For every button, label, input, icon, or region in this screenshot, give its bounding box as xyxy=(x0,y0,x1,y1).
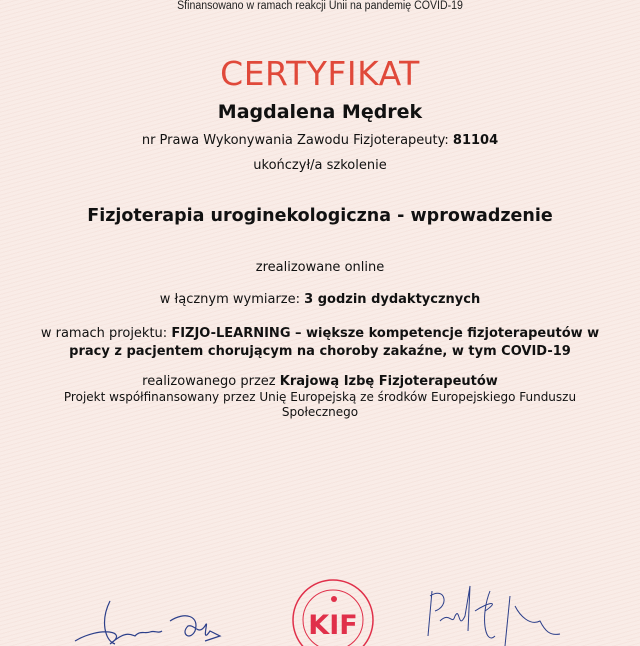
signature-left xyxy=(70,586,240,646)
seal-text: KIF xyxy=(308,610,358,641)
organizer-line xyxy=(0,374,640,389)
organizer-label: realizowanego przez xyxy=(142,374,276,389)
certificate-title: CERTYFIKAT xyxy=(220,54,420,93)
eu-funding-1: Projekt współfinansowany przez Unię Europejską ze środków Europejskiego Funduszu xyxy=(63,390,577,404)
license-number: 81104 xyxy=(452,133,499,148)
project-label: w ramach projektu: xyxy=(40,326,168,341)
duration-line xyxy=(0,292,640,307)
project-name-2: pracy z pacjentem chorującym na choroby zakaźne, w tym COVID-19 xyxy=(69,344,571,359)
mode-text: zrealizowane online xyxy=(255,260,385,275)
eu-funding-2: Społecznego xyxy=(281,405,359,419)
license-line xyxy=(0,133,640,148)
completed-text: ukończył/a szkolenie xyxy=(253,158,387,173)
license-label: nr Prawa Wykonywania Zawodu Fizjoterapeuty: xyxy=(141,133,449,148)
course-title: Fizjoterapia uroginekologiczna - wprowadzenie xyxy=(87,206,553,226)
organizer-name: Krajową Izbę Fizjoterapeutów xyxy=(279,374,498,389)
recipient-name: Magdalena Mędrek xyxy=(217,101,423,123)
duration-value: 3 godzin dydaktycznych xyxy=(304,292,481,307)
project-line xyxy=(0,325,640,361)
duration-label: w łącznym wymiarze: xyxy=(159,292,301,307)
funding-note: Sfinansowano w ramach reakcji Unii na pandemię COVID-19 xyxy=(177,0,463,12)
project-name-1: FIZJO-LEARNING – większe kompetencje fizjoterapeutów w xyxy=(171,326,600,341)
signature-right xyxy=(420,576,570,646)
eu-funding xyxy=(0,390,640,420)
kif-seal xyxy=(289,576,377,646)
